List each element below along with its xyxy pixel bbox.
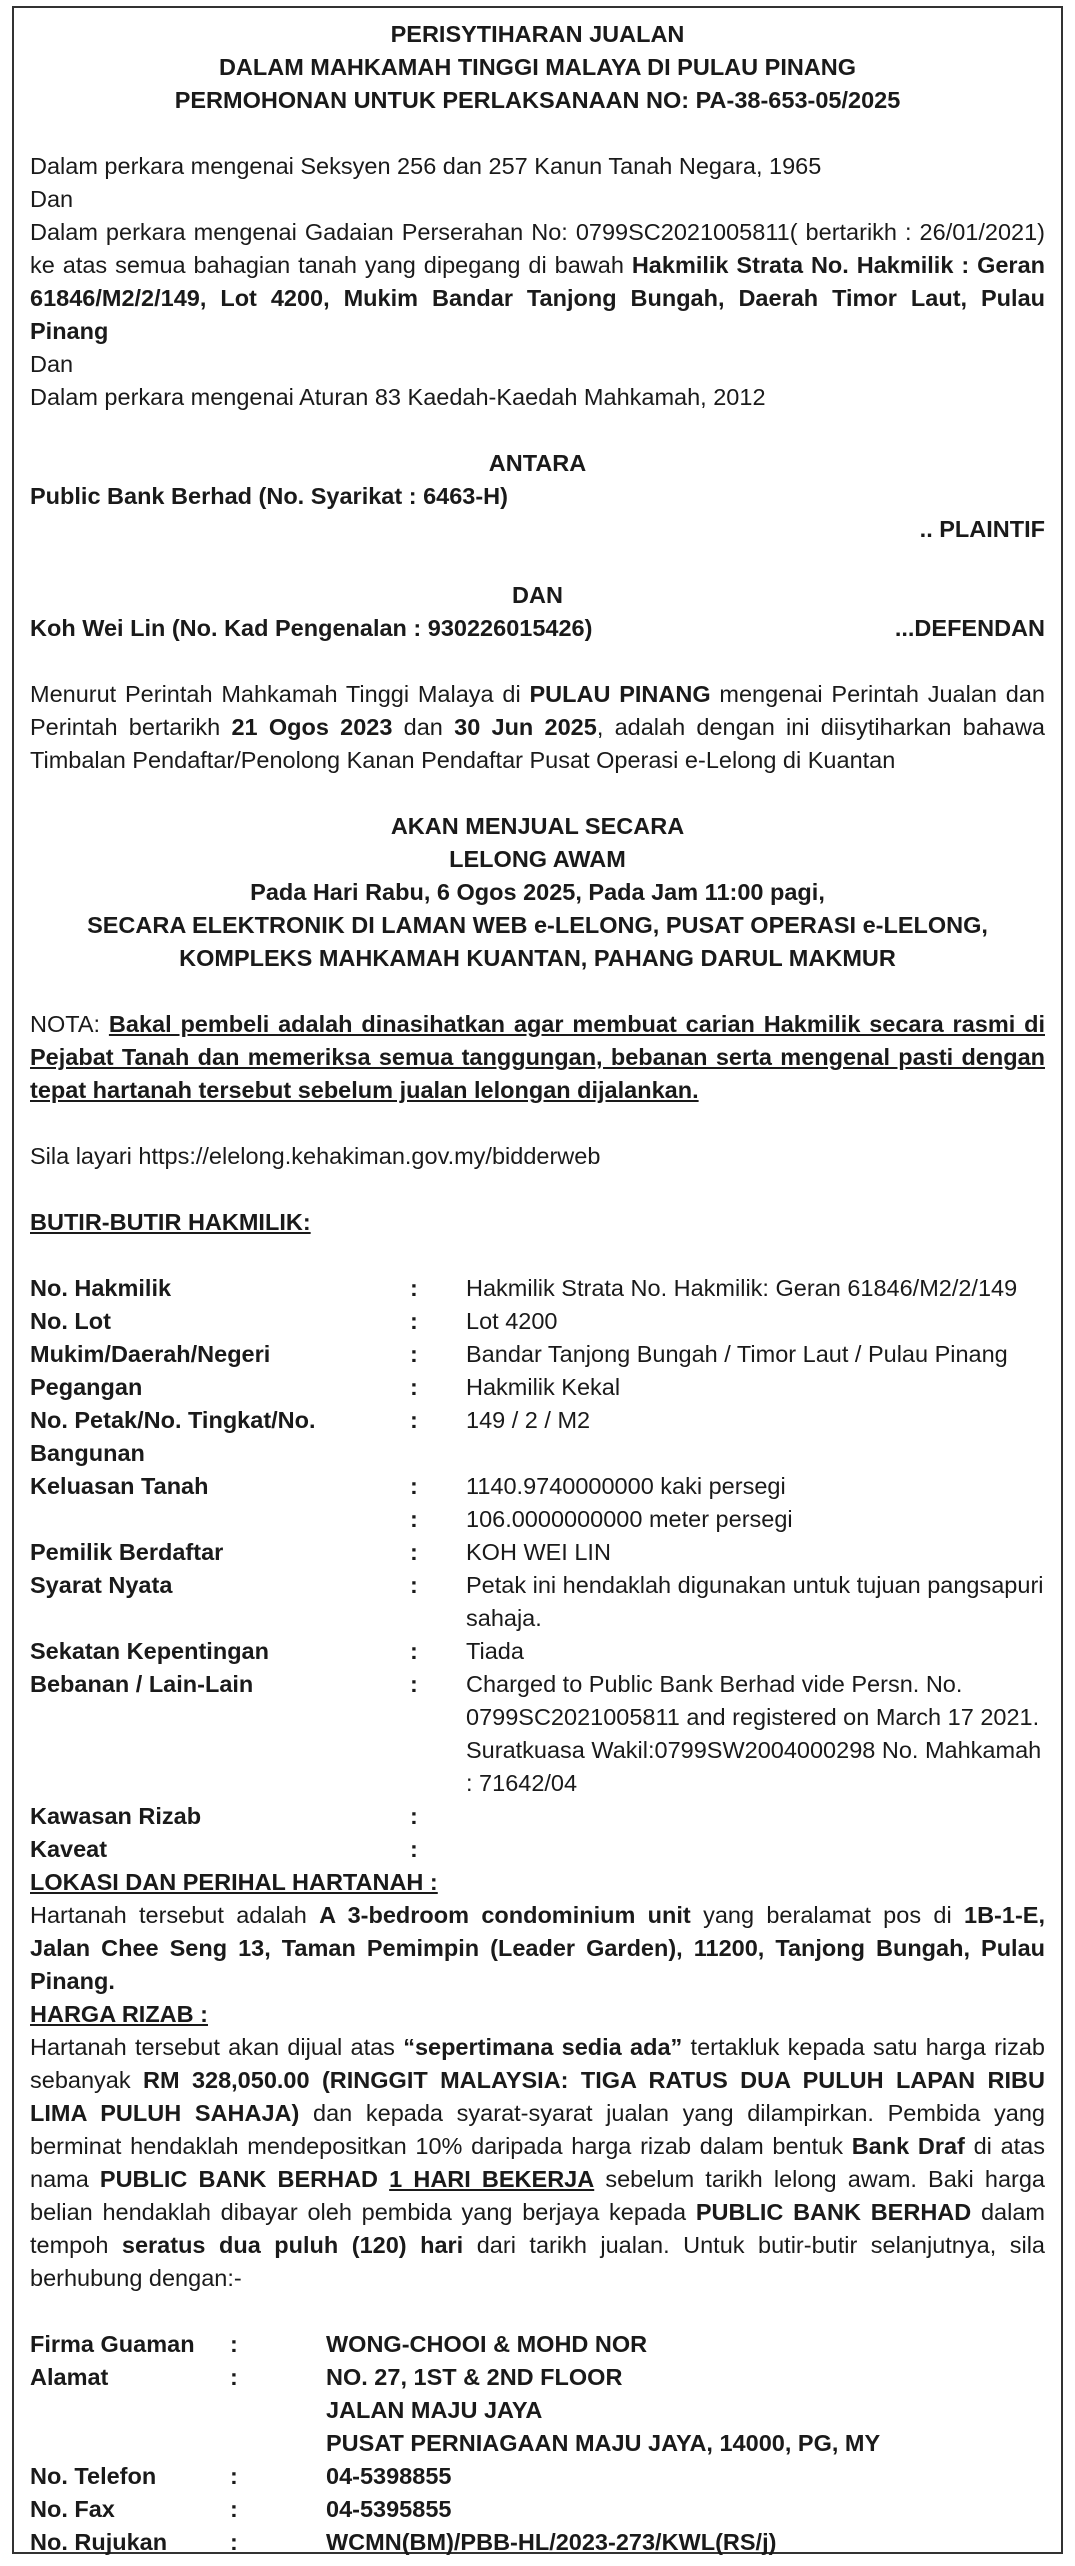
- harga-text-4: di atas nama: [30, 2133, 1045, 2192]
- website-line: Sila layari https://elelong.kehakiman.gov.my/bidderweb: [30, 1143, 601, 1169]
- order-text-4: , adalah dengan ini diisytiharkan bahawa Timbalan Pendaftar/Penolong Kanan Pendaftar Pusat Operasi e-Lelong di Kuantan: [30, 714, 1045, 773]
- order-date-1: 21 Ogos 2023: [231, 714, 393, 740]
- harga-paragraph: [30, 2031, 1045, 2295]
- detail-separator: :: [410, 1308, 418, 1334]
- detail-separator: :: [410, 1407, 418, 1433]
- title-detail-row: [30, 1272, 1045, 1305]
- address-label: Alamat: [30, 2364, 109, 2390]
- title-detail-row: [30, 1569, 1045, 1635]
- detail-value: [466, 1800, 1045, 1833]
- detail-value: Hakmilik Kekal: [466, 1374, 621, 1400]
- separator: :: [230, 2496, 238, 2522]
- phone-value: 04-5398855: [326, 2463, 452, 2489]
- address-value: [326, 2361, 1045, 2460]
- detail-value: 106.0000000000 meter persegi: [466, 1506, 793, 1532]
- harga-bank-draft: Bank Draf: [851, 2133, 965, 2159]
- order-text-1: Menurut Perintah Mahkamah Tinggi Malaya di: [30, 681, 530, 707]
- detail-separator: :: [410, 1506, 418, 1532]
- title-detail-row: [30, 1338, 1045, 1371]
- dan-label: DAN: [512, 582, 563, 608]
- harga-working-day: 1 HARI BEKERJA: [389, 2166, 595, 2192]
- order-text-3: dan: [392, 714, 455, 740]
- separator: :: [230, 2463, 238, 2489]
- harga-heading: HARGA RIZAB :: [30, 2001, 208, 2027]
- harga-text-7: dalam tempoh: [30, 2199, 1045, 2258]
- order-date-2: 30 Jun 2025: [454, 714, 597, 740]
- matter-charge-text: Dalam perkara mengenai Gadaian Perserahan No: 0799SC2021005811( bertarikh : 26/01/2021) ke atas semua bahagian tanah yang dipegang di bawah: [30, 219, 1045, 278]
- title-detail-row: [30, 1404, 1045, 1470]
- detail-separator: :: [410, 1374, 418, 1400]
- header-title: PERISYTIHARAN JUALAN: [390, 21, 685, 47]
- defendant-name: Koh Wei Lin (No. Kad Pengenalan : 930226015426): [30, 615, 593, 641]
- title-detail-row: [30, 1668, 1045, 1800]
- detail-label: Kaveat: [30, 1836, 108, 1862]
- defendant-role: ...DEFENDAN: [894, 615, 1045, 641]
- defendant-row: [30, 612, 1045, 645]
- harga-section: [30, 1998, 1045, 2295]
- contact-row-firm: [30, 2328, 1045, 2361]
- harga-text-2: tertakluk kepada satu harga rizab sebanyak: [30, 2034, 1046, 2093]
- reference-label: No. Rujukan: [30, 2529, 168, 2555]
- title-detail-row: [30, 1371, 1045, 1404]
- auction-datetime: Pada Hari Rabu, 6 Ogos 2025, Pada Jam 11:00 pagi,: [250, 879, 825, 905]
- title-detail-row: [30, 1305, 1045, 1338]
- title-detail-row: [30, 1536, 1045, 1569]
- harga-text-5: [378, 2166, 389, 2192]
- header-application-no: PERMOHONAN UNTUK PERLAKSANAAN NO: PA-38-653-05/2025: [174, 87, 901, 113]
- matters-section: [30, 150, 1045, 414]
- matter-dan-1: Dan: [30, 186, 74, 212]
- auction-line-5: KOMPLEKS MAHKAMAH KUANTAN, PAHANG DARUL MAKMUR: [179, 945, 896, 971]
- detail-value: Hakmilik Strata No. Hakmilik: Geran 61846/M2/2/149: [466, 1275, 1018, 1301]
- lokasi-heading: LOKASI DAN PERIHAL HARTANAH :: [30, 1869, 438, 1895]
- matter-charge: [30, 216, 1045, 348]
- fax-value: 04-5395855: [326, 2496, 452, 2522]
- notice-header: [30, 18, 1045, 117]
- address-line-2: JALAN MAJU JAYA: [326, 2397, 543, 2423]
- auction-line-1: AKAN MENJUAL SECARA: [390, 813, 685, 839]
- detail-separator: :: [410, 1341, 418, 1367]
- nota-label: NOTA:: [30, 1011, 109, 1037]
- title-detail-row: [30, 1635, 1045, 1668]
- detail-value: Lot 4200: [466, 1308, 558, 1334]
- separator: :: [230, 2331, 238, 2357]
- nota-paragraph: [30, 1008, 1045, 1107]
- order-place: PULAU PINANG: [529, 681, 711, 707]
- lokasi-address: 1B-1-E, Jalan Chee Seng 13, Taman Pemimpin (Leader Garden), 11200, Tanjong Bungah, Pulau Pinang.: [30, 1902, 1045, 1994]
- detail-value: Charged to Public Bank Berhad vide Persn. No. 0799SC2021005811 and registered on March 17 2021. Suratkuasa Wakil:0799SW2004000298 No. Mahkamah : 71642/04: [466, 1671, 1042, 1796]
- contact-row-fax: [30, 2493, 1045, 2526]
- harga-bank-name-1: PUBLIC BANK BERHAD: [99, 2166, 379, 2192]
- title-detail-row: [30, 1800, 1045, 1833]
- matter-dan-2: Dan: [30, 351, 74, 377]
- detail-value: Petak ini hendaklah digunakan untuk tujuan pangsapuri sahaja.: [466, 1572, 1044, 1631]
- header-court: DALAM MAHKAMAH TINGGI MALAYA DI PULAU PINANG: [218, 54, 857, 80]
- contact-row-address: [30, 2361, 1045, 2460]
- detail-label: Keluasan Tanah: [30, 1473, 209, 1499]
- court-order-paragraph: [30, 678, 1045, 777]
- harga-payment-period: seratus dua puluh (120) hari: [121, 2232, 464, 2258]
- detail-label: Mukim/Daerah/Negeri: [30, 1341, 271, 1367]
- lokasi-paragraph: [30, 1899, 1045, 1998]
- harga-reserve-price: RM 328,050.00 (RINGGIT MALAYSIA: TIGA RATUS DUA PULUH LAPAN RIBU LIMA PULUH SAHAJA): [30, 2067, 1045, 2126]
- plaintiff-name: Public Bank Berhad (No. Syarikat : 6463-H): [30, 483, 508, 509]
- lokasi-property-type: A 3-bedroom condominium unit: [319, 1902, 691, 1928]
- detail-value: Tiada: [466, 1638, 524, 1664]
- detail-value: [466, 1833, 1045, 1866]
- detail-label: Pegangan: [30, 1374, 143, 1400]
- contact-row-reference: [30, 2526, 1045, 2559]
- address-line-3: PUSAT PERNIAGAAN MAJU JAYA, 14000, PG, MY: [326, 2430, 881, 2456]
- title-detail-row: [30, 1833, 1045, 1866]
- detail-value: KOH WEI LIN: [466, 1539, 611, 1565]
- harga-bank-name-2: PUBLIC BANK BERHAD: [695, 2199, 972, 2225]
- detail-separator: :: [410, 1539, 418, 1565]
- detail-separator: :: [410, 1473, 418, 1499]
- plaintiff-role: .. PLAINTIF: [919, 516, 1045, 542]
- matter-charge-title: Hakmilik Strata No. Hakmilik : Geran 61846/M2/2/149, Lot 4200, Mukim Bandar Tanjong Bungah, Daerah Timor Laut, Pulau Pinang: [30, 252, 1045, 344]
- harga-text-1: Hartanah tersebut akan dijual atas: [30, 2034, 404, 2060]
- detail-separator: :: [410, 1572, 418, 1598]
- phone-label: No. Telefon: [30, 2463, 157, 2489]
- auction-line-4: SECARA ELEKTRONIK DI LAMAN WEB e-LELONG, PUSAT OPERASI e-LELONG,: [87, 912, 988, 938]
- detail-label: Syarat Nyata: [30, 1572, 173, 1598]
- title-detail-row: [30, 1470, 1045, 1503]
- contact-row-phone: [30, 2460, 1045, 2493]
- lokasi-text-1: Hartanah tersebut adalah: [30, 1902, 320, 1928]
- detail-separator: :: [410, 1275, 418, 1301]
- title-detail-row: [30, 1503, 1045, 1536]
- reference-value: WCMN(BM)/PBB-HL/2023-273/KWL(RS/j): [326, 2529, 777, 2555]
- detail-separator: :: [410, 1836, 418, 1862]
- lokasi-section: [30, 1866, 1045, 1998]
- address-line-1: NO. 27, 1ST & 2ND FLOOR: [326, 2364, 623, 2390]
- separator: :: [230, 2364, 238, 2390]
- contact-table: [30, 2328, 1045, 2559]
- detail-label: Bebanan / Lain-Lain: [30, 1671, 254, 1697]
- harga-as-is: “sepertimana sedia ada”: [403, 2034, 683, 2060]
- harga-text-6: sebelum tarikh lelong awam. Baki harga belian hendaklah dibayar oleh pembida yang berjaya kepada: [30, 2166, 1045, 2225]
- detail-label: Pemilik Berdaftar: [30, 1539, 224, 1565]
- fax-label: No. Fax: [30, 2496, 115, 2522]
- detail-separator: :: [410, 1638, 418, 1664]
- antara-label: ANTARA: [488, 450, 587, 476]
- detail-label: No. Hakmilik: [30, 1275, 172, 1301]
- detail-separator: :: [410, 1803, 418, 1829]
- details-heading: BUTIR-BUTIR HAKMILIK:: [30, 1209, 311, 1235]
- harga-text-8: dari tarikh jualan. Untuk butir-butir selanjutnya, sila berhubung dengan:-: [30, 2232, 1045, 2291]
- auction-line-2: LELONG AWAM: [449, 846, 626, 872]
- title-details-table: [30, 1272, 1045, 1866]
- harga-text-3: dan kepada syarat-syarat jualan yang dilampirkan. Pembida yang berminat hendaklah mendepositkan 10% daripada harga rizab dalam bentuk: [30, 2100, 1045, 2159]
- sale-proclamation-notice: [12, 6, 1063, 2554]
- matter-land-code: Dalam perkara mengenai Seksyen 256 dan 257 Kanun Tanah Negara, 1965: [30, 153, 822, 179]
- matter-court-rules: Dalam perkara mengenai Aturan 83 Kaedah-Kaedah Mahkamah, 2012: [30, 384, 766, 410]
- detail-label: Kawasan Rizab: [30, 1803, 202, 1829]
- parties-section: [30, 447, 1045, 645]
- firm-label: Firma Guaman: [30, 2331, 195, 2357]
- detail-label: No. Lot: [30, 1308, 111, 1334]
- order-text-2: mengenai Perintah Jualan dan Perintah bertarikh: [30, 681, 1045, 740]
- detail-label: [30, 1503, 410, 1536]
- auction-section: [30, 810, 1045, 975]
- detail-label: Sekatan Kepentingan: [30, 1638, 269, 1664]
- lokasi-text-2: yang beralamat pos di: [690, 1902, 965, 1928]
- detail-label: No. Petak/No. Tingkat/No. Bangunan: [30, 1407, 316, 1466]
- separator: :: [230, 2529, 238, 2555]
- detail-value: Bandar Tanjong Bungah / Timor Laut / Pulau Pinang: [466, 1341, 1008, 1367]
- nota-text: Bakal pembeli adalah dinasihatkan agar membuat carian Hakmilik secara rasmi di Pejabat Tanah dan memeriksa semua tanggungan, bebanan serta mengenal pasti dengan tepat hartanah tersebut sebelum jualan lelongan dijalankan.: [30, 1011, 1045, 1103]
- firm-name: WONG-CHOOI & MOHD NOR: [326, 2331, 648, 2357]
- detail-separator: :: [410, 1671, 418, 1697]
- detail-value: 149 / 2 / M2: [466, 1407, 591, 1433]
- detail-value: 1140.9740000000 kaki persegi: [466, 1473, 786, 1499]
